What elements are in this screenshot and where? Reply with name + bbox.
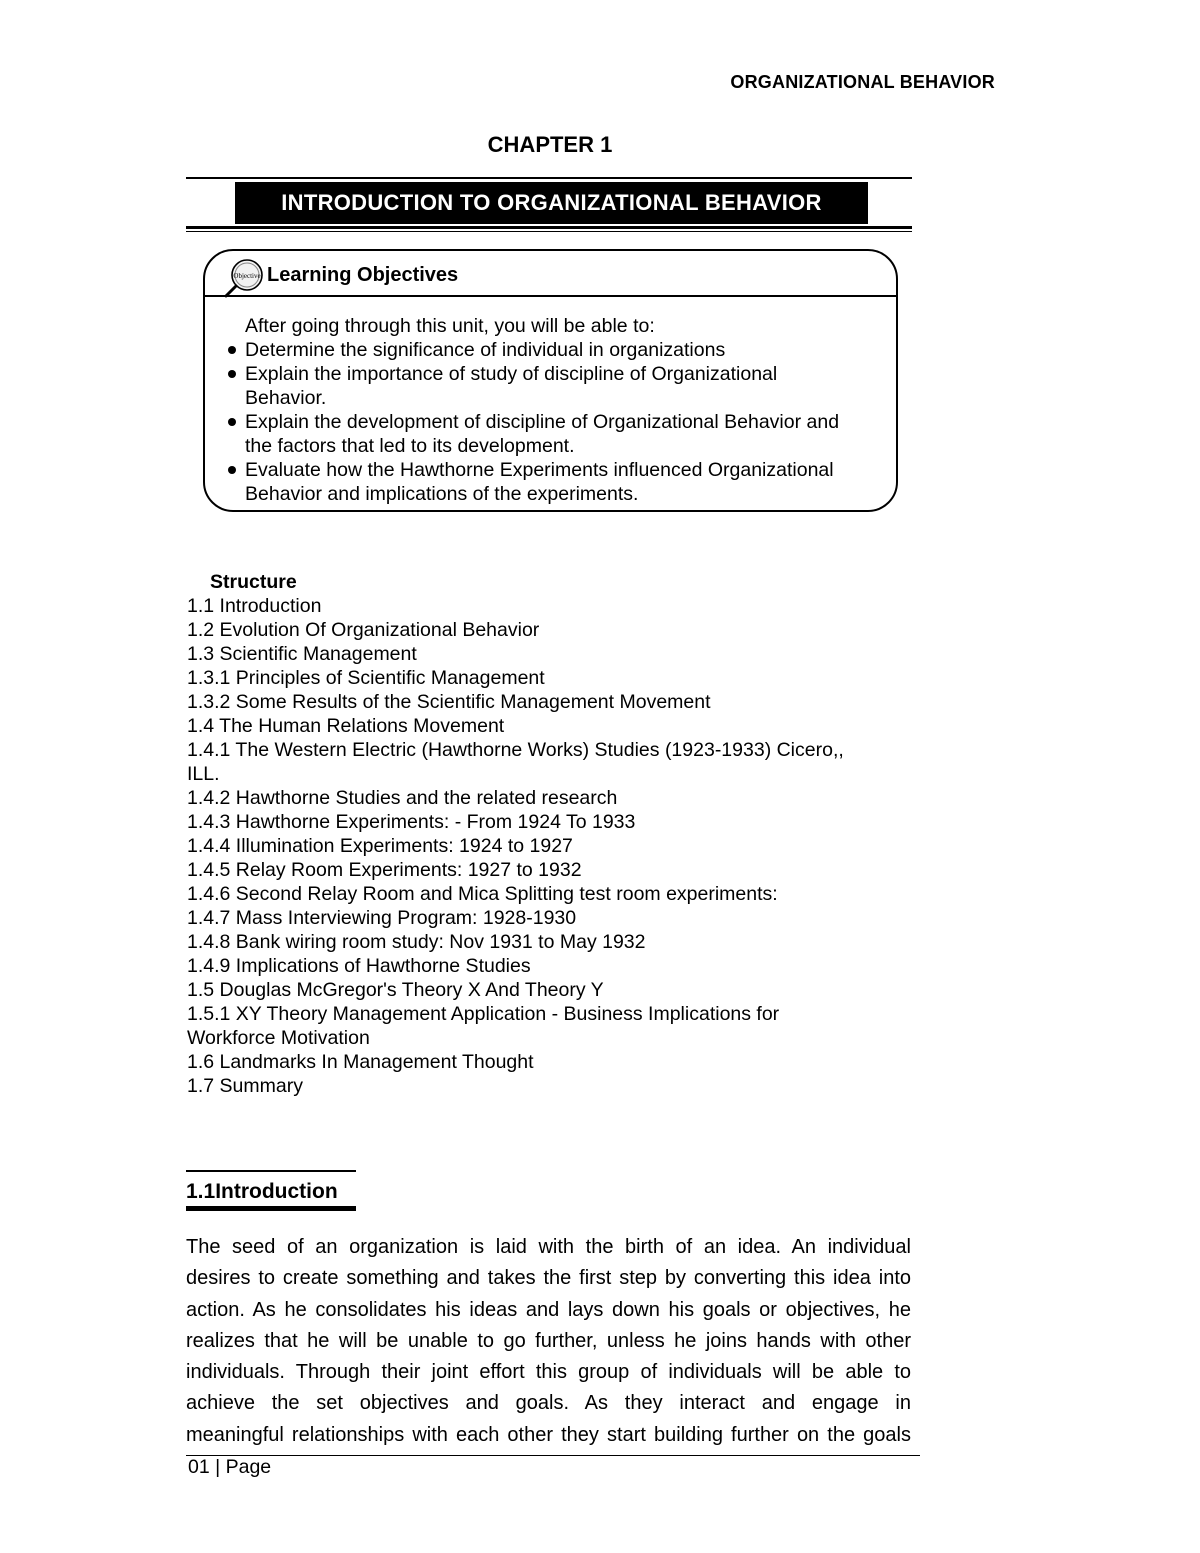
structure-item: 1.4.1 The Western Electric (Hawthorne Works) Studies (1923-1933) Cicero,, ILL. — [187, 739, 844, 785]
title-rule-bottom — [186, 226, 912, 229]
structure-item: 1.4.3 Hawthorne Experiments: - From 1924 To 1933 — [187, 811, 636, 833]
structure-item: 1.2 Evolution Of Organizational Behavior — [187, 619, 540, 641]
magnifier-objectives-icon — [223, 255, 267, 299]
introduction-paragraph — [186, 1232, 911, 1451]
structure-item: 1.4.2 Hawthorne Studies and the related research — [187, 787, 618, 809]
paragraph-line: The seed of an organization is laid with the birth of an idea. An individual — [186, 1236, 911, 1258]
structure-item: 1.3 Scientific Management — [187, 643, 417, 665]
paragraph-line: desires to create something and takes the first step by converting this idea into — [186, 1267, 911, 1290]
page-number: 01 | Page — [188, 1456, 272, 1478]
structure-item: 1.3.1 Principles of Scientific Management — [187, 667, 545, 689]
structure-item: 1.4.4 Illumination Experiments: 1924 to 1927 — [187, 835, 573, 857]
structure-item: 1.5 Douglas McGregor's Theory X And Theory Y — [187, 979, 604, 1001]
structure-item: 1.5.1 XY Theory Management Application - Business Implications for Workforce Motivation — [187, 1003, 780, 1049]
title-rule-top — [186, 177, 912, 179]
intro-heading-rule-bottom — [186, 1206, 356, 1211]
objective-icon-text: Objective — [233, 272, 261, 280]
structure-item: 1.4.9 Implications of Hawthorne Studies — [187, 955, 531, 977]
objectives-body — [245, 314, 905, 506]
structure-item: 1.6 Landmarks In Management Thought — [187, 1051, 534, 1073]
structure-title: Structure — [210, 571, 297, 593]
objective-item: Explain the development of discipline of Organizational Behavior and the factors that led to its development. — [245, 410, 870, 458]
objectives-header — [205, 251, 896, 297]
paragraph-line: realizes that he will be unable to go further, unless he joins hands with other — [186, 1329, 911, 1352]
intro-heading-rule-top — [186, 1170, 356, 1172]
title-rule-bottom-thin — [186, 231, 912, 232]
objectives-intro: After going through this unit, you will be able to: — [245, 315, 655, 337]
structure-item: 1.4.6 Second Relay Room and Mica Splitting test room experiments: — [187, 883, 778, 905]
paragraph-line: achieve the set objectives and goals. As they interact and engage in — [186, 1392, 911, 1415]
objectives-heading: Learning Objectives — [267, 264, 459, 286]
objective-item: Evaluate how the Hawthorne Experiments influenced Organizational Behavior and implications of the experiments. — [245, 458, 905, 506]
chapter-title: INTRODUCTION TO ORGANIZATIONAL BEHAVIOR — [281, 190, 822, 215]
paragraph-line: action. As he consolidates his ideas and lays down his goals or objectives, he — [186, 1298, 911, 1321]
structure-item: 1.7 Summary — [187, 1075, 303, 1097]
introduction-heading: 1.1Introduction — [186, 1180, 338, 1203]
structure-item: 1.3.2 Some Results of the Scientific Management Movement — [187, 691, 711, 713]
structure-item: 1.4.5 Relay Room Experiments: 1927 to 1932 — [187, 859, 582, 881]
chapter-label: CHAPTER 1 — [487, 132, 613, 157]
structure-item: 1.1 Introduction — [187, 595, 322, 617]
objective-item: Determine the significance of individual in organizations — [245, 338, 905, 362]
objective-item: Explain the importance of study of discipline of Organizational Behavior. — [245, 362, 845, 410]
paragraph-line: individuals. Through their joint effort this group of individuals will be able to — [186, 1361, 911, 1384]
learning-objectives-box — [203, 249, 898, 512]
structure-list — [187, 570, 887, 1098]
paragraph-line: meaningful relationships with each other they start building further on the goals — [186, 1423, 911, 1446]
running-header: ORGANIZATIONAL BEHAVIOR — [730, 72, 995, 92]
chapter-title-bar — [235, 182, 868, 224]
structure-item: 1.4.7 Mass Interviewing Program: 1928-1930 — [187, 907, 577, 929]
footer-rule — [186, 1455, 920, 1456]
structure-item: 1.4.8 Bank wiring room study: Nov 1931 to May 1932 — [187, 931, 646, 953]
structure-item: 1.4 The Human Relations Movement — [187, 715, 505, 737]
